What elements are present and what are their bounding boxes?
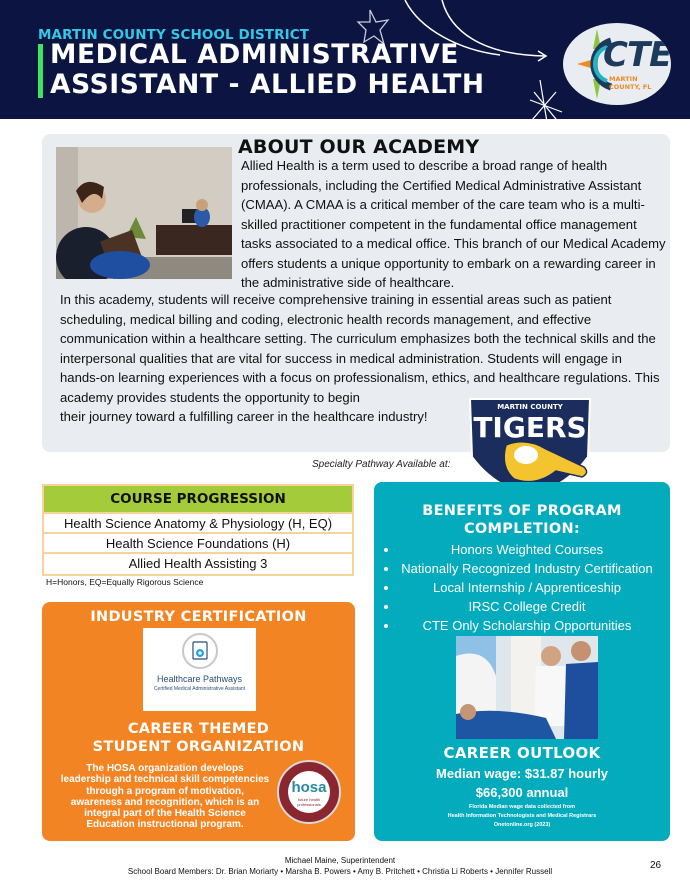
clinical-training-photo (456, 636, 598, 739)
footer-board-members: School Board Members: Dr. Brian Moriarty • Marsha B. Powers • Amy B. Pritchett • Christia Li Roberts • Jennifer Russell (127, 867, 553, 876)
benefits-title-line-2: COMPLETION: (463, 520, 580, 537)
course-row: Health Science Anatomy & Physiology (H, EQ) (44, 514, 352, 534)
title-line-2: ASSISTANT - ALLIED HEALTH (50, 69, 485, 100)
industry-certification-title: INDUSTRY CERTIFICATION (90, 609, 307, 625)
certification-name: Healthcare Pathways (156, 674, 243, 684)
certification-logo (143, 628, 256, 711)
bullet-icon (384, 548, 388, 552)
course-row: Allied Health Assisting 3 (44, 554, 352, 574)
benefit-item: Nationally Recognized Industry Certification (384, 559, 670, 578)
about-title: ABOUT OUR ACADEMY (238, 136, 480, 158)
wage-source: Florida Median wage data collected from Health Information Technologists and Medical Registrars Onetonline.org (2023) (447, 804, 597, 828)
hosa-logo-sub: future health professionals (297, 797, 321, 807)
median-annual-wage: $66,300 annual (475, 785, 569, 800)
benefit-item: Local Internship / Apprenticeship (384, 578, 670, 597)
district-name: MARTIN COUNTY SCHOOL DISTRICT (38, 27, 310, 43)
course-progression-table (42, 484, 354, 576)
footer-superintendent: Michael Maine, Superintendent (284, 856, 396, 865)
page-number: 26 (650, 860, 662, 871)
page-title (50, 40, 485, 100)
title-line-1: MEDICAL ADMINISTRATIVE (50, 39, 459, 70)
hosa-logo (277, 760, 341, 824)
photo-placeholder-icon (456, 636, 598, 739)
benefits-list (384, 540, 670, 635)
accent-bar (38, 44, 43, 98)
benefits-title-line-1: BENEFITS OF PROGRAM (422, 503, 622, 519)
student-org-title (42, 720, 355, 756)
student-org-title-line-1: CAREER THEMED (127, 721, 270, 737)
career-outlook-title: CAREER OUTLOOK (443, 744, 601, 762)
student-org-title-line-2: STUDENT ORGANIZATION (92, 739, 305, 755)
bullet-icon (384, 624, 388, 628)
tigers-logo-name: TIGERS (473, 411, 587, 444)
bullet-icon (384, 605, 388, 609)
bullet-icon (384, 586, 388, 590)
tigers-logo-top: MARTIN COUNTY (497, 403, 563, 411)
course-row: Health Science Foundations (H) (44, 534, 352, 554)
benefits-title (374, 503, 670, 538)
bullet-icon (384, 567, 388, 571)
hosa-logo-word: hosa (291, 779, 327, 796)
specialty-pathway-label: Specialty Pathway Available at: (312, 459, 451, 470)
benefit-item: IRSC College Credit (384, 597, 670, 616)
benefit-item: CTE Only Scholarship Opportunities (384, 616, 670, 635)
certification-subtitle: Certified Medical Administrative Assistant (153, 686, 246, 692)
hosa-description: The HOSA organization develops leadership and technical skill competencies through a program of motivation, awareness and recognition, which is an integral part of the Health Science Education instructional program. (60, 763, 270, 831)
cte-logo-text: CTE (603, 35, 671, 75)
students-photo (56, 147, 232, 279)
cte-logo (563, 23, 671, 105)
about-paragraph-1: Allied Health is a term used to describe a broad range of health professionals, including the Certified Medical Administrative Assistant (CMAA). A CMAA is a critical member of the care team who is a multi-skilled practitioner competent in the fundamental office management tasks associated to a medical office. This branch of our Medical Academy offers students a unique opportunity to embark on a rewarding career in the administrative side of healthcare. (241, 158, 666, 290)
cte-logo-subtitle: MARTIN COUNTY, FL (609, 75, 652, 91)
benefit-item: Honors Weighted Courses (384, 540, 670, 559)
median-hourly-wage: Median wage: $31.87 hourly (436, 766, 608, 781)
about-paragraph-2-text: In this academy, students will receive comprehensive training in essential areas such as patient scheduling, medical billing and coding, electronic health records management, and effective communication within a healthcare setting. The curriculum emphasizes both the technical skills and the interpersonal qualities that are vital for success in medical administration. Students will engage in hands-on learning experiences with a focus on professionalism, ethics, and healthcare regulations. This academy provides students the opportunity to begin (60, 292, 660, 405)
medical-folder-icon (182, 633, 218, 669)
photo-placeholder-icon (56, 147, 232, 279)
page-header (0, 0, 690, 119)
course-legend-note: H=Honors, EQ=Equally Rigorous Science (46, 577, 204, 587)
course-progression-title: COURSE PROGRESSION (44, 486, 352, 514)
hosa-logo-center (288, 771, 330, 813)
about-paragraph-2-closing: their journey toward a fulfilling career in the healthcare industry! (60, 409, 428, 424)
